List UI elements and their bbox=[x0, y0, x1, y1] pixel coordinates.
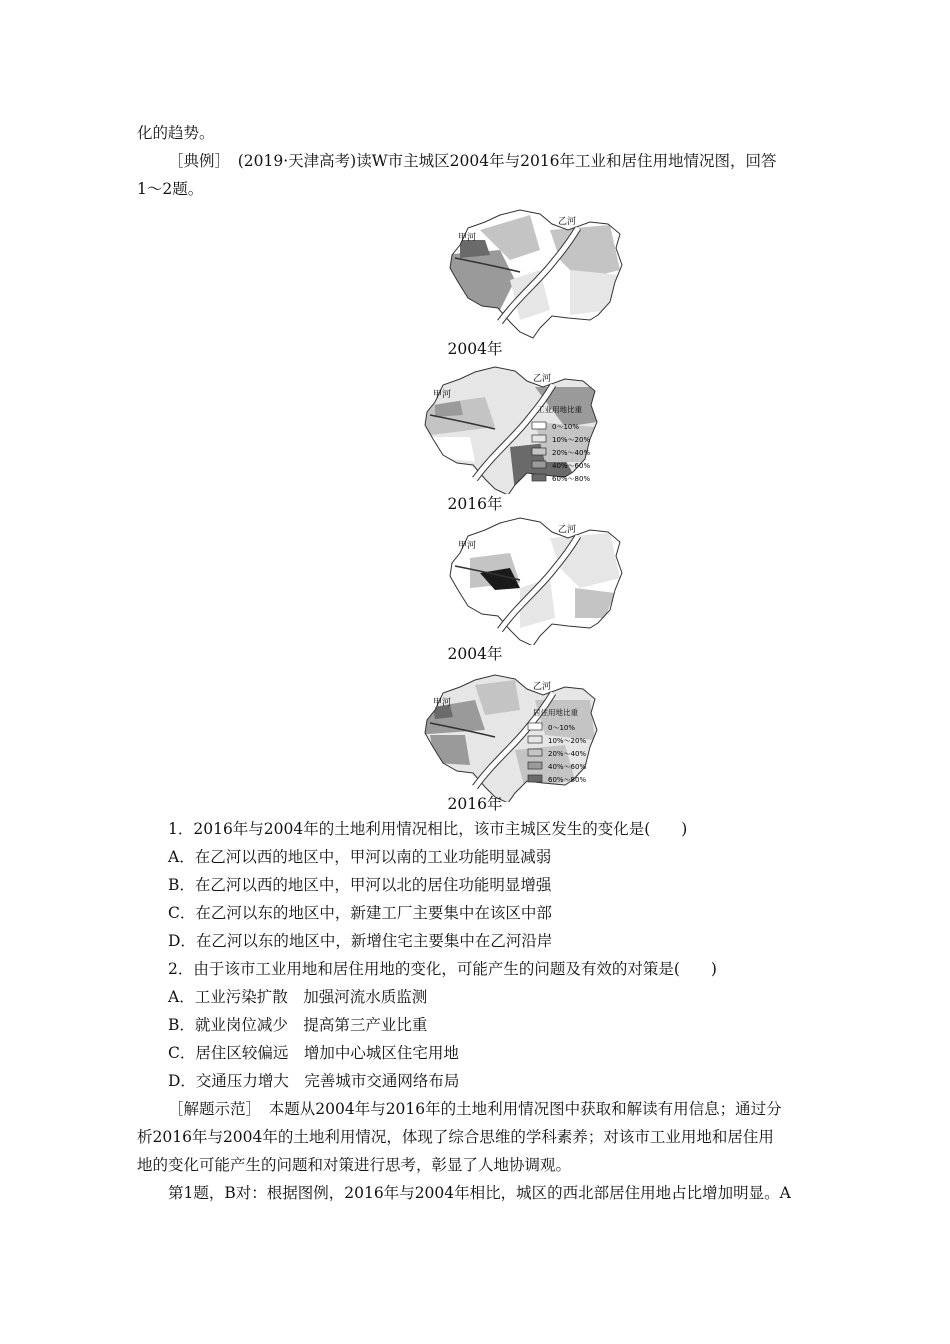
q2-option-a: A．工业污染扩散 加强河流水质监测 bbox=[168, 988, 428, 1006]
map1-river-b-label: 乙河 bbox=[558, 217, 577, 227]
q1-option-d: D．在乙河以东的地区中，新增住宅主要集中在乙河沿岸 bbox=[168, 932, 553, 950]
q1-option-b: B．在乙河以西的地区中，甲河以北的居住功能明显增强 bbox=[168, 876, 552, 894]
svg-text:40%～60%: 40%～60% bbox=[548, 763, 587, 771]
map3-caption: 2004年 bbox=[447, 645, 503, 663]
map-residential-2004 bbox=[0, 515, 950, 645]
example-line-1: ［典例］ (2019·天津高考)读W市主城区2004年与2016年工业和居住用地情况图，回答 bbox=[168, 152, 777, 170]
map4-legend-title: 居住用地比重 bbox=[533, 708, 578, 717]
analysis-line-4: 第1题，B对：根据图例，2016年与2004年相比，城区的西北部居住用地占比增加明显。A bbox=[168, 1184, 791, 1202]
map-industrial-2004 bbox=[0, 205, 950, 340]
q2-stem: 2．由于该市工业用地和居住用地的变化，可能产生的问题及有效的对策是( ) bbox=[168, 960, 717, 978]
svg-text:20%～40%: 20%～40% bbox=[548, 750, 587, 758]
map2-caption: 2016年 bbox=[447, 495, 503, 513]
map-industrial-2016 bbox=[0, 364, 950, 494]
q2-option-b: B．就业岗位减少 提高第三产业比重 bbox=[168, 1016, 428, 1034]
map2-river-a-label: 甲河 bbox=[433, 390, 452, 400]
map1-river-a-label: 甲河 bbox=[458, 233, 477, 243]
map4-caption: 2016年 bbox=[447, 795, 503, 813]
map-residential-2016 bbox=[0, 672, 950, 802]
analysis-line-2: 析2016年与2004年的土地利用情况，体现了综合思维的学科素养；对该市工业用地和居住用 bbox=[137, 1128, 774, 1146]
svg-text:10%～20%: 10%～20% bbox=[548, 737, 587, 745]
svg-text:10%～20%: 10%～20% bbox=[552, 436, 591, 444]
map2-river-b-label: 乙河 bbox=[533, 374, 552, 384]
q1-stem: 1．2016年与2004年的土地利用情况相比，该市主城区发生的变化是( ) bbox=[168, 820, 688, 838]
q2-option-c: C．居住区较偏远 增加中心城区住宅用地 bbox=[168, 1044, 459, 1062]
example-line-2: 1～2题。 bbox=[137, 180, 204, 198]
svg-text:20%～40%: 20%～40% bbox=[552, 449, 591, 457]
q1-option-a: A．在乙河以西的地区中，甲河以南的工业功能明显减弱 bbox=[168, 848, 552, 866]
analysis-line-3: 地的变化可能产生的问题和对策进行思考，彰显了人地协调观。 bbox=[137, 1156, 572, 1174]
map3-river-a-label: 甲河 bbox=[458, 541, 477, 551]
svg-text:0～10%: 0～10% bbox=[548, 724, 576, 732]
map2-legend-title: 工业用地比重 bbox=[537, 405, 582, 414]
svg-text:0～10%: 0～10% bbox=[552, 423, 580, 431]
svg-text:60%～80%: 60%～80% bbox=[548, 776, 587, 784]
analysis-line-1: ［解题示范］ 本题从2004年与2016年的土地利用情况图中获取和解读有用信息；通过分 bbox=[168, 1100, 782, 1118]
map1-caption: 2004年 bbox=[447, 340, 503, 358]
intro-tail: 化的趋势。 bbox=[137, 124, 215, 142]
svg-text:40%～60%: 40%～60% bbox=[552, 462, 591, 470]
map3-river-b-label: 乙河 bbox=[558, 525, 577, 535]
map4-river-a-label: 甲河 bbox=[433, 698, 452, 708]
map4-river-b-label: 乙河 bbox=[533, 682, 552, 692]
q1-option-c: C．在乙河以东的地区中，新建工厂主要集中在该区中部 bbox=[168, 904, 552, 922]
svg-text:60%～80%: 60%～80% bbox=[552, 475, 591, 483]
q2-option-d: D．交通压力增大 完善城市交通网络布局 bbox=[168, 1072, 460, 1090]
